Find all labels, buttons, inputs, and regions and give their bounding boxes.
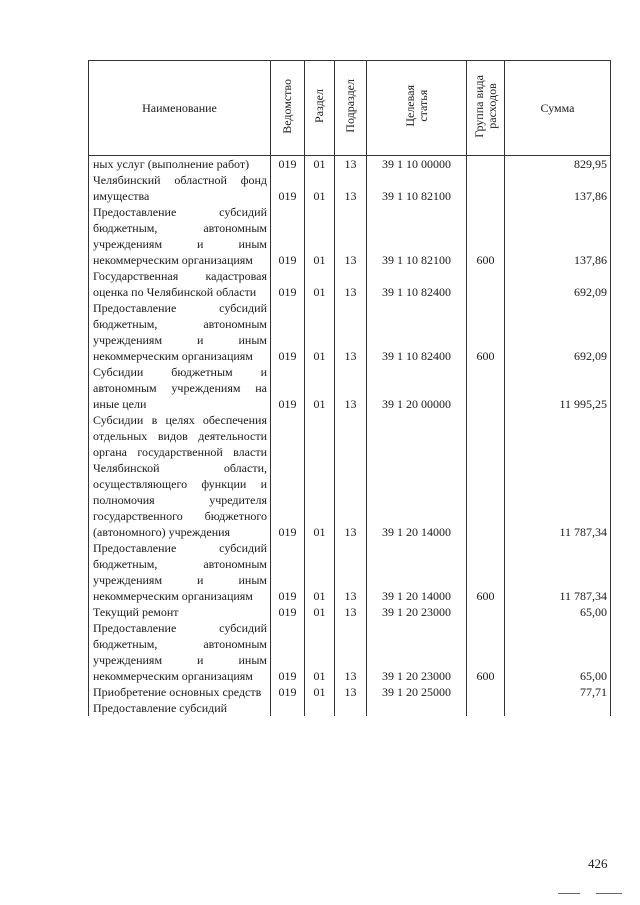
row-celevaya-statya: 39 1 10 00000 bbox=[367, 156, 467, 173]
row-name: Предоставление субсидий бюджетным, автономным учреждениям и иным некоммерческим организациям bbox=[89, 300, 271, 364]
row-name: Приобретение основных средств bbox=[89, 684, 271, 700]
row-gruppa bbox=[467, 172, 505, 204]
row-summa: 11 787,34 bbox=[505, 540, 611, 604]
row-vedomstvo: 019 bbox=[271, 412, 305, 540]
row-razdel bbox=[305, 700, 335, 716]
row-name: Субсидии в целях обеспечения отдельных видов деятельности органа государственной власти Челябинской области, осуществляющего функции и полномочия учредителя государственного бюджетного (автономного) учреждения bbox=[89, 412, 271, 540]
table-row bbox=[89, 268, 611, 300]
row-razdel: 01 bbox=[305, 268, 335, 300]
row-razdel: 01 bbox=[305, 604, 335, 620]
row-summa: 77,71 bbox=[505, 684, 611, 700]
row-podrazdel: 13 bbox=[335, 412, 367, 540]
row-vedomstvo: 019 bbox=[271, 268, 305, 300]
header-podrazdel: Подраздел bbox=[335, 61, 367, 156]
row-name: Предоставление субсидий бюджетным, автономным учреждениям и иным некоммерческим организациям bbox=[89, 620, 271, 684]
table-row bbox=[89, 300, 611, 364]
row-razdel: 01 bbox=[305, 300, 335, 364]
row-vedomstvo: 019 bbox=[271, 204, 305, 268]
row-summa: 829,95 bbox=[505, 156, 611, 173]
row-podrazdel: 13 bbox=[335, 268, 367, 300]
row-celevaya-statya: 39 1 10 82400 bbox=[367, 268, 467, 300]
row-celevaya-statya: 39 1 20 23000 bbox=[367, 620, 467, 684]
row-razdel: 01 bbox=[305, 540, 335, 604]
row-name: Субсидии бюджетным и автономным учреждениям на иные цели bbox=[89, 364, 271, 412]
row-vedomstvo: 019 bbox=[271, 156, 305, 173]
row-name: Государственная кадастровая оценка по Челябинской области bbox=[89, 268, 271, 300]
row-vedomstvo: 019 bbox=[271, 172, 305, 204]
row-summa: 137,86 bbox=[505, 172, 611, 204]
table-row bbox=[89, 172, 611, 204]
table-row bbox=[89, 700, 611, 716]
table-row bbox=[89, 604, 611, 620]
row-gruppa: 600 bbox=[467, 540, 505, 604]
row-podrazdel bbox=[335, 700, 367, 716]
row-gruppa: 600 bbox=[467, 620, 505, 684]
table-row bbox=[89, 540, 611, 604]
table-row bbox=[89, 364, 611, 412]
row-vedomstvo: 019 bbox=[271, 604, 305, 620]
header-gruppa-vida-rashodov: Группа вида расходов bbox=[467, 61, 505, 156]
row-summa: 137,86 bbox=[505, 204, 611, 268]
table-row bbox=[89, 620, 611, 684]
row-razdel: 01 bbox=[305, 204, 335, 268]
row-vedomstvo: 019 bbox=[271, 364, 305, 412]
row-summa: 692,09 bbox=[505, 268, 611, 300]
row-gruppa bbox=[467, 364, 505, 412]
row-podrazdel: 13 bbox=[335, 684, 367, 700]
row-podrazdel: 13 bbox=[335, 300, 367, 364]
row-summa: 11 787,34 bbox=[505, 412, 611, 540]
table-row bbox=[89, 412, 611, 540]
row-razdel: 01 bbox=[305, 156, 335, 173]
header-vedomstvo: Ведомство bbox=[271, 61, 305, 156]
row-name: Предоставление субсидий bbox=[89, 700, 271, 716]
row-gruppa bbox=[467, 684, 505, 700]
page-number: 426 bbox=[588, 856, 608, 871]
row-gruppa bbox=[467, 700, 505, 716]
row-summa: 65,00 bbox=[505, 620, 611, 684]
row-celevaya-statya bbox=[367, 700, 467, 716]
header-celevaya-statya: Целевая статья bbox=[367, 61, 467, 156]
header-summa: Сумма bbox=[505, 61, 611, 156]
row-vedomstvo: 019 bbox=[271, 300, 305, 364]
row-name: Текущий ремонт bbox=[89, 604, 271, 620]
table-row bbox=[89, 204, 611, 268]
row-celevaya-statya: 39 1 10 82100 bbox=[367, 172, 467, 204]
row-podrazdel: 13 bbox=[335, 364, 367, 412]
row-razdel: 01 bbox=[305, 364, 335, 412]
row-name: Предоставление субсидий бюджетным, автономным учреждениям и иным некоммерческим организациям bbox=[89, 204, 271, 268]
row-celevaya-statya: 39 1 20 14000 bbox=[367, 540, 467, 604]
table-row bbox=[89, 684, 611, 700]
row-gruppa: 600 bbox=[467, 204, 505, 268]
row-summa: 692,09 bbox=[505, 300, 611, 364]
row-vedomstvo: 019 bbox=[271, 684, 305, 700]
scan-artifact-line bbox=[596, 893, 622, 894]
table-header bbox=[89, 61, 611, 156]
row-name: Челябинский областной фонд имущества bbox=[89, 172, 271, 204]
row-razdel: 01 bbox=[305, 172, 335, 204]
row-podrazdel: 13 bbox=[335, 172, 367, 204]
table-row bbox=[89, 156, 611, 173]
row-celevaya-statya: 39 1 20 23000 bbox=[367, 604, 467, 620]
row-celevaya-statya: 39 1 20 14000 bbox=[367, 412, 467, 540]
budget-table bbox=[88, 60, 611, 716]
row-gruppa bbox=[467, 412, 505, 540]
row-podrazdel: 13 bbox=[335, 204, 367, 268]
row-razdel: 01 bbox=[305, 620, 335, 684]
row-name: Предоставление субсидий бюджетным, автономным учреждениям и иным некоммерческим организациям bbox=[89, 540, 271, 604]
row-celevaya-statya: 39 1 20 25000 bbox=[367, 684, 467, 700]
row-celevaya-statya: 39 1 20 00000 bbox=[367, 364, 467, 412]
row-celevaya-statya: 39 1 10 82400 bbox=[367, 300, 467, 364]
row-podrazdel: 13 bbox=[335, 156, 367, 173]
row-summa: 65,00 bbox=[505, 604, 611, 620]
row-gruppa bbox=[467, 604, 505, 620]
row-gruppa: 600 bbox=[467, 300, 505, 364]
row-podrazdel: 13 bbox=[335, 620, 367, 684]
table-body bbox=[89, 156, 611, 717]
header-razdel: Раздел bbox=[305, 61, 335, 156]
row-celevaya-statya: 39 1 10 82100 bbox=[367, 204, 467, 268]
row-razdel: 01 bbox=[305, 684, 335, 700]
row-gruppa bbox=[467, 156, 505, 173]
row-vedomstvo: 019 bbox=[271, 620, 305, 684]
row-vedomstvo: 019 bbox=[271, 540, 305, 604]
scan-artifact-line bbox=[558, 893, 580, 894]
row-summa: 11 995,25 bbox=[505, 364, 611, 412]
row-name: ных услуг (выполнение работ) bbox=[89, 156, 271, 173]
row-vedomstvo bbox=[271, 700, 305, 716]
row-gruppa bbox=[467, 268, 505, 300]
row-summa bbox=[505, 700, 611, 716]
header-name: Наименование bbox=[89, 61, 271, 156]
row-podrazdel: 13 bbox=[335, 540, 367, 604]
row-podrazdel: 13 bbox=[335, 604, 367, 620]
row-razdel: 01 bbox=[305, 412, 335, 540]
